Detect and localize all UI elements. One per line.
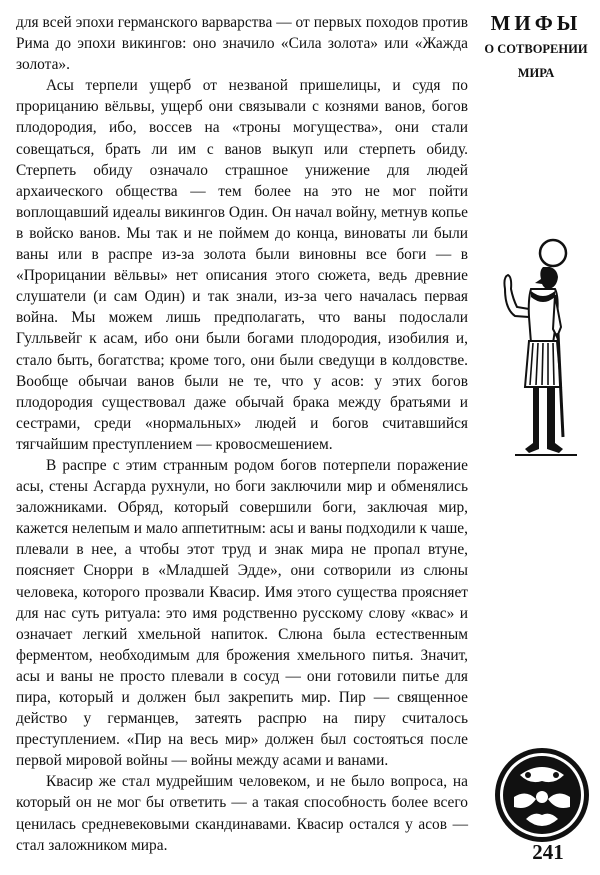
paragraph-4: Квасир же стал мудрейшим человеком, и не было вопроса, на который он не мог бы ответить — а такая способность более всего ценилась средневековыми скандинавами. Квасир остался у асов — стал заложником мира. — [16, 773, 468, 854]
section-header — [478, 10, 594, 82]
egyptian-falcon-god-figure-icon — [495, 237, 585, 467]
section-subtitle-line1: О СОТВОРЕНИИ — [484, 42, 588, 56]
ornamental-seal-icon — [492, 745, 592, 845]
main-text-column — [16, 12, 468, 856]
section-title: МИФЫ — [490, 11, 582, 35]
paragraph-1: для всей эпохи германского варварства — от первых походов против Рима до эпохи викингов: оно значило «Сила золота» или «Жажда золота». — [16, 14, 468, 74]
paragraph-3: В распре с этим странным родом богов потерпели поражение асы, стены Асгарда рухнули, но боги заключили мир и обменялись заложниками. Обряд, который совершили боги, заключая мир, кажется нелепым и мало аппетитным: асы и ваны подходили к чаше, плевали в нее, а чтобы этот труд и знак мира не пропал втуне, поясняет Снорри в «Младшей Эдде», они сотворили из слюны человека, которого прозвали Квасир. Имя этого существа проясняет для нас суть ритуала: это имя родственно русскому слову «квас» и означает легкий хмельной напиток. Слюна была естественным ферментом, необходимым для брожения хмельного питья. Значит, асы и ваны не просто плевали в сосуд — они готовили питье для пира, который и должен был закрепить мир. Пир — священное действо у германцев, затеять распрю на пиру считалось преступлением. «Пир на весь мир» должен был состояться после первой мировой войны — войны между асами и ванами. — [16, 456, 468, 770]
paragraph-2: Асы терпели ущерб от незваной пришелицы, и судя по прорицанию вёльвы, ущерб они связывали с кознями ванов, богов плодородия, ибо, воссев на «троны могущества», они стали совещаться, брать ли им с ванов выкуп или стерпеть обиду. Стерпеть обиду означало страшное унижение для людей архаического общества — тем более на это не мог пойти воплощавший идеалы викингов Один. Он начал войну, метнув копье в войско ванов. Мы так и не поймем до конца, виноваты ли были ваны или в распре из-за золота были виновны все боги — в «Прорицании вёльвы» нет описания этого сюжета, ведь древние слушатели (и сам Один) и так знали, из-за чего началась первая война. Мы можем лишь предполагать, что ваны подослали Гулльвейг к асам, ибо они были богами плодородия, изобилия и, стало быть, богатства; кроме того, они были сведущи в колдовстве. Вообще обычаи ванов были не те, что у асов: у этих богов плодородия существовал даже обычай брака между братьями и сестрами, среди «нормальных» людей и богов считавшийся тягчайшим преступлением — кровосмешением. — [16, 77, 468, 453]
section-subtitle-line2: МИРА — [517, 66, 555, 80]
page-number: 241 — [532, 840, 564, 864]
